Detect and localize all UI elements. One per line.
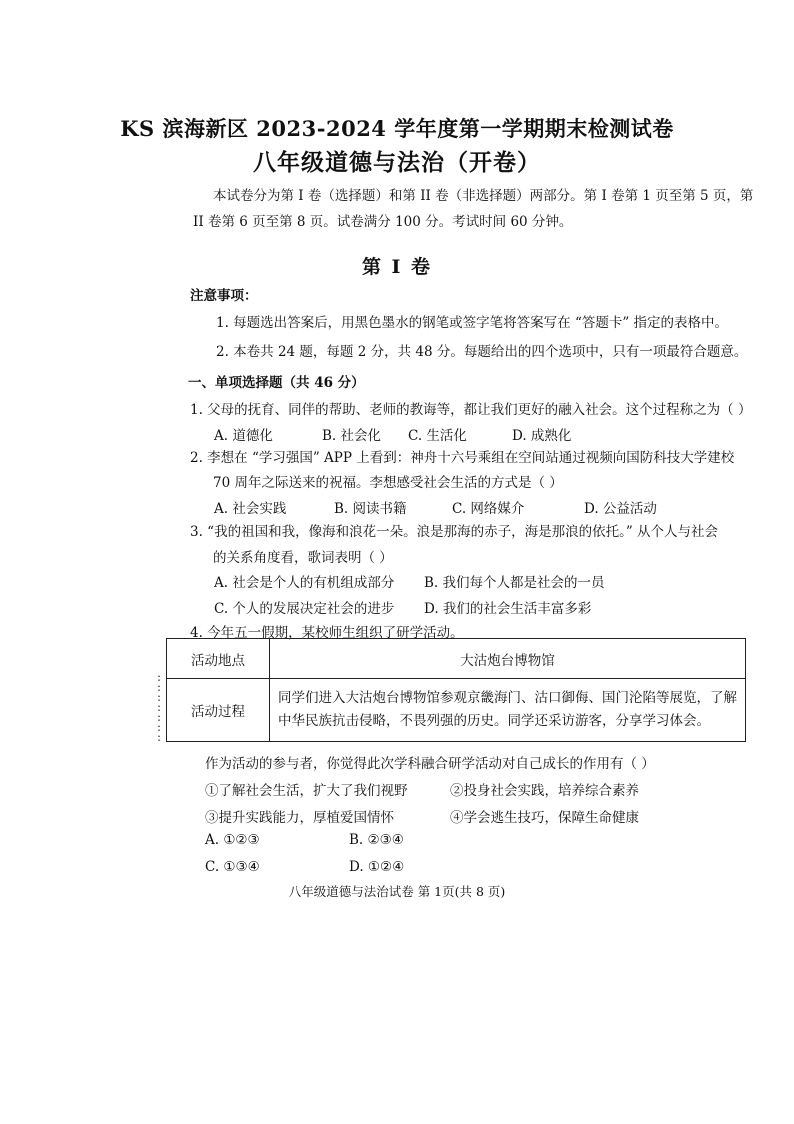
notice-item-1: 1. 每题选出答案后，用黑色墨水的钢笔或签字笔将答案写在 “答题卡” 指定的表格中。 xyxy=(216,315,729,331)
activity-process-value: 同学们进入大沽炮台博物馆参观京畿海门、沽口御侮、国门沦陷等展览，了解中华民族抗击侵略，不畏列强的历史。同学还采访游客，分享学习体会。 xyxy=(270,679,746,742)
q2-option-b: B. 阅读书籍 xyxy=(334,501,407,517)
q2-option-a: A. 社会实践 xyxy=(214,501,287,517)
table-row xyxy=(167,639,746,679)
q3-stem-line-2: 的关系角度看，歌词表明（ ） xyxy=(213,550,393,566)
activity-process-label: 活动过程 xyxy=(167,679,270,742)
q4-statement-1: ①了解社会生活，扩大了我们视野 xyxy=(205,783,408,799)
q2-option-c: C. 网络媒介 xyxy=(452,501,525,517)
q3-option-d: D. 我们的社会生活丰富多彩 xyxy=(424,601,592,617)
page-footer: 八年级道德与法治试卷 第 1页(共 8 页) xyxy=(288,884,506,899)
q4-stem: 4. 今年五一假期，某校师生组织了研学活动。 xyxy=(190,625,464,641)
activity-table xyxy=(166,638,746,742)
exam-subtitle: 八年级道德与法治（开卷） xyxy=(253,149,541,176)
q3-option-a: A. 社会是个人的有机组成部分 xyxy=(214,575,395,591)
exam-title: KS 滨海新区 2023-2024 学年度第一学期期末检测试卷 xyxy=(120,116,674,141)
q4-option-b: B. ②③④ xyxy=(349,832,404,848)
q3-option-b: B. 我们每个人都是社会的一员 xyxy=(424,575,605,591)
part1-heading: 一、单项选择题（共 46 分） xyxy=(188,375,365,391)
q1-option-b: B. 社会化 xyxy=(322,428,382,444)
q4-option-a: A. ①②③ xyxy=(205,832,260,848)
q1-option-c: C. 生活化 xyxy=(408,428,467,444)
table-row xyxy=(167,679,746,742)
notice-heading: 注意事项： xyxy=(190,288,258,304)
notice-item-2: 2. 本卷共 24 题，每题 2 分，共 48 分。每题给出的四个选项中，只有一项最符合题意。 xyxy=(216,344,748,360)
q4-option-d: D. ①②④ xyxy=(349,859,405,875)
q3-option-c: C. 个人的发展决定社会的进步 xyxy=(214,601,395,617)
q2-option-d: D. 公益活动 xyxy=(584,501,657,517)
intro-line-2: II 卷第 6 页至第 8 页。试卷满分 100 分。考试时间 60 分钟。 xyxy=(193,214,573,230)
activity-location-value: 大沽炮台博物馆 xyxy=(270,639,746,679)
q3-stem-line-1: 3. “我的祖国和我，像海和浪花一朵。浪是那海的赤子，海是那浪的依托。” 从个人与社会 xyxy=(190,524,719,540)
q1-option-d: D. 成熟化 xyxy=(512,428,572,444)
q4-statement-2: ②投身社会实践，培养综合素养 xyxy=(450,783,639,799)
q4-question: 作为活动的参与者，你觉得此次学科融合研学活动对自己成长的作用有（ ） xyxy=(205,756,655,772)
q1-option-a: A. 道德化 xyxy=(214,428,273,444)
activity-location-label: 活动地点 xyxy=(167,639,270,679)
intro-line-1: 本试卷分为第 I 卷（选择题）和第 II 卷（非选择题）两部分。第 I 卷第 1 页至第 5 页，第 xyxy=(213,188,754,204)
q1-stem: 1. 父母的抚育、同伴的帮助、老师的教诲等，都让我们更好的融入社会。这个过程称之为（ ） xyxy=(190,402,752,418)
q2-stem-line-2: 70 周年之际送来的祝福。李想感受社会生活的方式是（ ） xyxy=(213,475,563,491)
q4-statement-3: ③提升实践能力，厚植爱国情怀 xyxy=(205,810,394,826)
binding-margin-marks: : : : : : : : xyxy=(157,670,162,744)
section-title: 第 I 卷 xyxy=(361,256,433,278)
q4-option-c: C. ①③④ xyxy=(205,859,260,875)
q4-statement-4: ④学会逃生技巧，保障生命健康 xyxy=(450,810,639,826)
q2-stem-line-1: 2. 李想在 “学习强国” APP 上看到：神舟十六号乘组在空间站通过视频向国防科技大学建校 xyxy=(190,450,735,466)
